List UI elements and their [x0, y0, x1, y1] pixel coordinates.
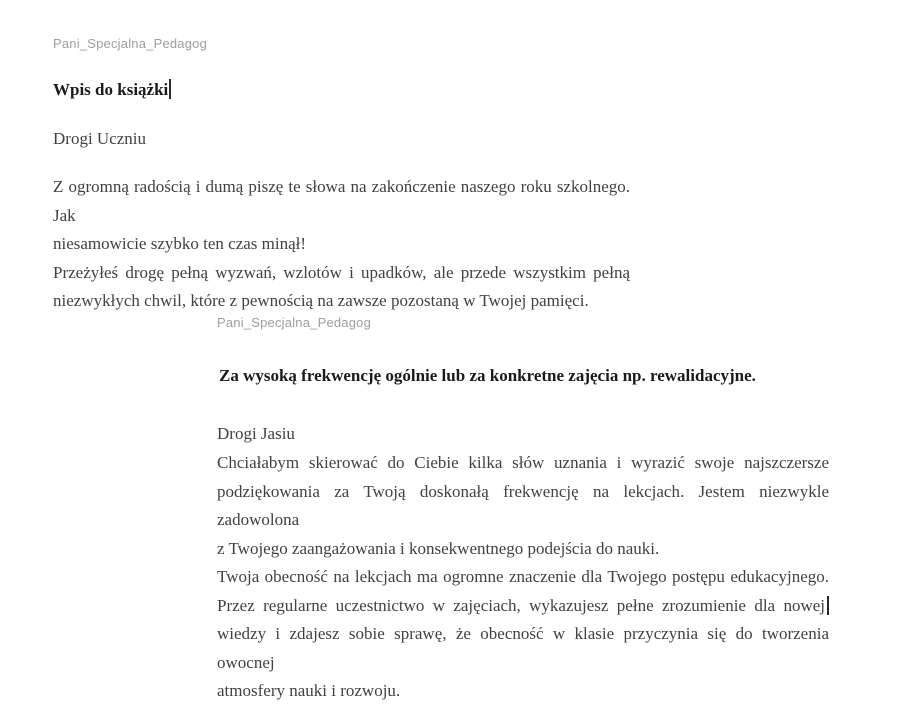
text-line[interactable]: Z ogromną radością i dumą piszę te słowa na zakończenie naszego roku szkolnego. Jak [53, 177, 630, 225]
text-line[interactable]: Chciałabym skierować do Ciebie kilka słów uznania i wyrazić swoje najszczersze [217, 453, 829, 472]
text-cursor [827, 596, 829, 615]
entry-title: Wpis do książki [53, 80, 169, 99]
author-label: Pani_Specjalna_Pedagog [217, 315, 372, 330]
section-heading[interactable]: Za wysoką frekwencję ogólnie lub za konkretne zajęcia np. rewalidacyjne. [219, 366, 756, 385]
text-line[interactable]: podziękowania za Twoją doskonałą frekwencję na lekcjach. Jestem niezwykle zadowolona [217, 481, 829, 529]
author-label: Pani_Specjalna_Pedagog [53, 36, 208, 51]
text-line[interactable]: niezwykłych chwil, które z pewnością na zawsze pozostaną w Twojej pamięci. [53, 291, 589, 310]
entry-title-line[interactable] [53, 79, 171, 100]
text-line: Przez regularne uczestnictwo w zajęciach, wykazujesz pełne zrozumienie dla nowej [217, 595, 825, 615]
text-cursor [169, 79, 171, 99]
text-line[interactable]: z Twojego zaangażowania i konsekwentnego podejścia do nauki. [217, 538, 660, 558]
paragraph-block [53, 173, 630, 316]
greeting-line[interactable]: Drogi Jasiu [217, 424, 295, 443]
text-line[interactable]: Twoja obecność na lekcjach ma ogromne znaczenie dla Twojego postępu edukacyjnego. [217, 567, 829, 586]
text-line-with-cursor[interactable] [217, 592, 829, 621]
text-line[interactable]: wiedzy i zdajesz sobie sprawę, że obecność w klasie przyczynia się do tworzenia owocnej [217, 624, 829, 672]
text-line[interactable]: niesamowicie szybko ten czas minął! [53, 234, 307, 253]
text-line[interactable]: Przeżyłeś drogę pełną wyzwań, wzlotów i upadków, ale przede wszystkim pełną [53, 262, 630, 282]
paragraph-block [217, 449, 829, 706]
text-line[interactable]: atmosfery nauki i rozwoju. [217, 681, 401, 700]
greeting-line[interactable]: Drogi Uczniu [53, 129, 147, 148]
